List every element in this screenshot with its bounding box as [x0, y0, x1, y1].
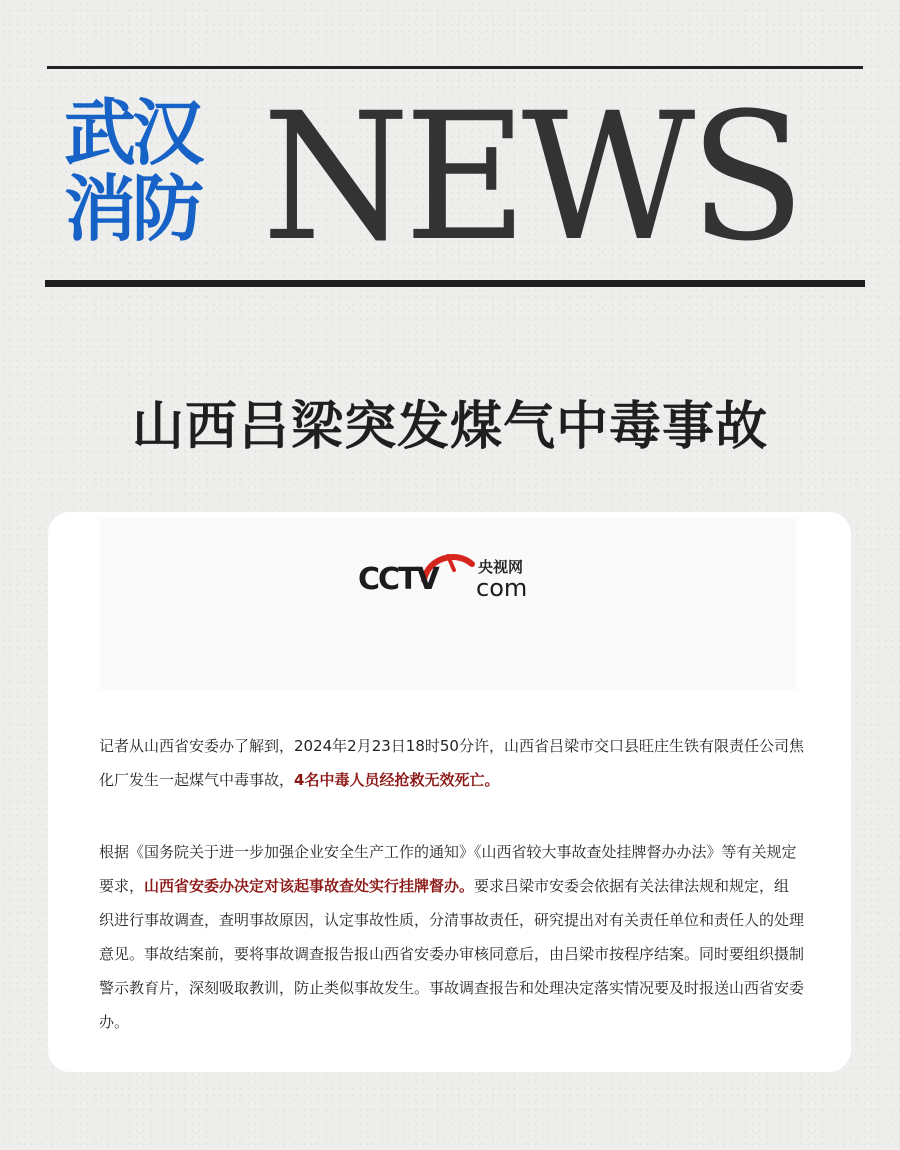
paragraph-1-text: 记者从山西省安委办了解到，2024年2月23日18时50分许，山西省吕梁市交口县旺庄生铁有限责任公司焦化厂发生一起煤气中毒事故， [99, 737, 804, 789]
brand-line-1: 武汉 [64, 91, 201, 175]
article-card [48, 512, 851, 1072]
brand-line-2: 消防 [64, 167, 201, 251]
paragraph-2-text-a: 根据《国务院关于进一步加强企业安全生产工作的通知》《山西省较大事故查处挂牌督办办法》等有关规定要求， [99, 843, 797, 895]
article-paragraph-1 [99, 729, 804, 797]
wuhan-fire-brand [64, 91, 234, 251]
source-banner [100, 518, 796, 690]
paragraph-1-highlight: 4名中毒人员经抢救无效死亡。 [294, 771, 500, 789]
paragraph-2-highlight: 山西省安委办决定对该起事故查处实行挂牌督办。 [144, 877, 475, 895]
top-rule [47, 66, 863, 69]
logo-com-text: com [476, 574, 528, 602]
cctv-logo [358, 548, 548, 612]
logo-cn-text: 央视网 [478, 558, 524, 576]
paragraph-2-text-b: 要求吕梁市安委会依据有关法律法规和规定，组织进行事故调查，查明事故原因，认定事故性质，分清事故责任，研究提出对有关责任单位和责任人的处理意见。事故结案前，要将事故调查报告报山西省安委办审核同意后，由吕梁市按程序结案。同时要组织摄制警示教育片，深刻吸取教训，防止类似事故发生。事故调查报告和处理决定落实情况要及时报送山西省安委办。 [99, 877, 805, 1031]
bottom-rule [45, 280, 865, 287]
news-masthead: NEWS [262, 75, 800, 280]
logo-cctv-text: CCTV [358, 562, 438, 597]
article-paragraph-2 [99, 835, 804, 1039]
page-title: 山西吕梁突发煤气中毒事故 [131, 397, 768, 457]
